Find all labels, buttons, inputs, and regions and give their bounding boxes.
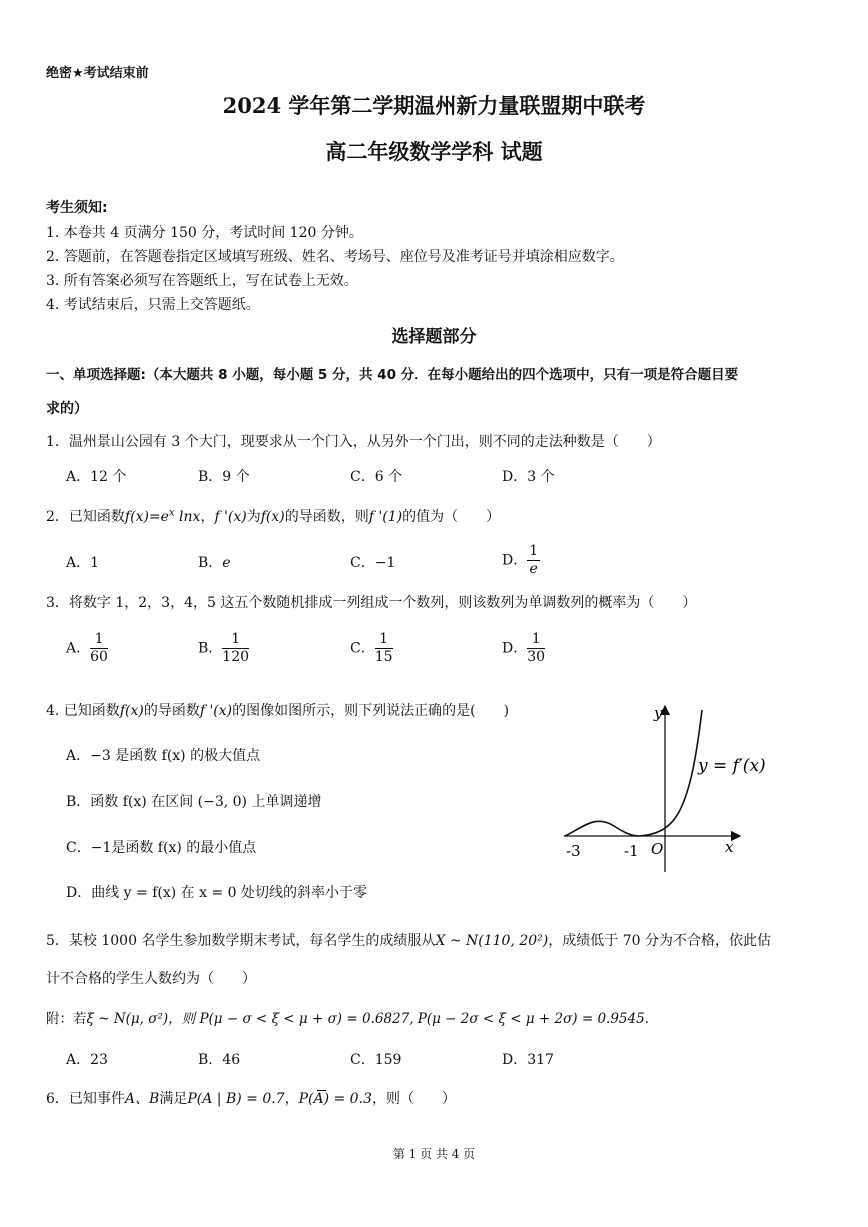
q5-option-c: C．159 <box>350 1052 402 1068</box>
q5-option-a: A．23 <box>66 1052 108 1068</box>
q3-option-b-den: 120 <box>222 649 250 665</box>
q3-option-b <box>198 631 249 666</box>
notice-item-2: 2. 答题前，在答题卷指定区域填写班级、姓名、考场号、座位号及准考证号并填涂相应数字。 <box>46 249 624 265</box>
q4-text-3: 的图像如图所示，则下列说法正确的是( ) <box>232 703 510 719</box>
q3-option-d-label: D． <box>502 640 528 657</box>
x-axis-label: x <box>725 838 734 856</box>
q3-option-a-label: A． <box>66 640 91 657</box>
complement-bar <box>317 1090 326 1091</box>
q1-option-a: A．12 个 <box>66 469 127 485</box>
origin-label: O <box>651 840 664 858</box>
q2-text-3: 为 <box>246 509 261 525</box>
q4-option-b: B．函数 f(x) 在区间 (−3, 0) 上单调递增 <box>66 794 322 810</box>
q2-option-d <box>502 543 540 578</box>
q5-text-2: ，成绩低于 70 分为不合格，依此估 <box>548 933 771 949</box>
q5-text-1: 5．某校 1000 名学生参加数学期末考试，每名学生的成绩服从 <box>46 933 436 949</box>
q1-option-d: D．3 个 <box>502 469 555 485</box>
q2-text-1: 2．已知函数 <box>46 509 125 525</box>
q2-text-5: 的值为（ ） <box>402 509 501 525</box>
q6-text-2: 满足 <box>159 1091 188 1107</box>
q2-ln: lnx <box>174 509 201 525</box>
q5-option-b: B．46 <box>198 1052 241 1068</box>
curve-label: y = f′(x) <box>698 756 766 776</box>
q3-option-c <box>350 631 393 666</box>
section-title: 选择题部分 <box>391 327 477 347</box>
q4-derivative: f '(x) <box>199 703 233 719</box>
q3-option-d <box>502 631 545 666</box>
q2-exp: x <box>168 507 175 519</box>
q6-text-1: 6．已知事件 <box>46 1091 125 1107</box>
q1-option-b: B．9 个 <box>198 469 250 485</box>
q2-option-c: C．−1 <box>350 555 396 571</box>
q4-text-1: 4. 已知函数 <box>46 703 120 719</box>
question-2 <box>46 506 500 526</box>
question-6 <box>46 1088 456 1108</box>
derivative-graph <box>560 700 820 875</box>
q3-option-c-label: C． <box>350 640 375 657</box>
q6-conditional-prob: P(A | B) = 0.7 <box>187 1091 285 1107</box>
q1-option-c: C．6 个 <box>350 469 403 485</box>
q2-derivative-at-1: f '(1) <box>368 509 403 525</box>
q2-option-d-den: e <box>529 561 538 577</box>
q2-func-2: f(x) <box>260 509 285 525</box>
part-heading-line1: 一、单项选择题:（本大题共 8 小题，每小题 5 分，共 40 分．在每小题给出的四个选项中，只有一项是符合题目要 <box>46 367 739 383</box>
q2-func: f(x)=e <box>124 509 169 525</box>
q3-option-b-num: 1 <box>222 631 249 649</box>
q3-option-c-den: 15 <box>374 649 393 665</box>
q4-option-c: C．−1是函数 f(x) 的最小值点 <box>66 840 257 856</box>
q5-note-formula: ξ ~ N(μ, σ²)，则 P(μ − σ < ξ < μ + σ) = 0.6827, P(μ − 2σ < ξ < μ + 2σ) = 0.9545. <box>86 1011 649 1027</box>
q5-option-d: D．317 <box>502 1052 554 1068</box>
q5-note-label: 附：若 <box>46 1011 87 1027</box>
q6-sep: ， <box>284 1091 299 1107</box>
tick-neg3: -3 <box>566 842 581 860</box>
q3-option-d-num: 1 <box>527 631 545 649</box>
q4-text-2: 的导函数 <box>143 703 200 719</box>
q2-option-d-num: 1 <box>529 543 539 559</box>
q2-option-b-label: B． <box>198 555 223 571</box>
notice-item-4: 4. 考试结束后，只需上交答题纸。 <box>46 297 260 313</box>
question-1: 1．温州景山公园有 3 个大门，现要求从一个门入，从另外一个门出，则不同的走法种数是（ ） <box>46 434 661 450</box>
question-5-note <box>46 1007 649 1027</box>
notice-item-1: 1. 本卷共 4 页满分 150 分，考试时间 120 分钟。 <box>46 225 363 241</box>
q6-complement-prob <box>299 1091 372 1107</box>
q3-option-d-den: 30 <box>527 649 546 665</box>
q2-text-4: 的导函数，则 <box>284 509 369 525</box>
q3-option-a-den: 60 <box>90 649 108 665</box>
q6-events: A、B <box>124 1091 160 1107</box>
q3-option-b-label: B． <box>198 640 223 657</box>
q2-option-a: A．1 <box>66 555 100 571</box>
q4-option-a: A．−3 是函数 f(x) 的极大值点 <box>66 748 261 764</box>
question-5-line2: 计不合格的学生人数约为（ ） <box>46 971 256 987</box>
q2-text-2: ， <box>200 509 215 525</box>
q6-text-3: ，则（ ） <box>371 1091 456 1107</box>
derivative-curve <box>565 710 702 836</box>
part-heading-line2: 求的） <box>46 401 88 417</box>
question-5-line1 <box>46 930 771 950</box>
exam-subtitle: 高二年级数学学科 试题 <box>325 139 543 164</box>
q2-option-d-label: D． <box>502 552 528 569</box>
q3-option-a <box>66 631 108 666</box>
y-axis-label: y <box>654 704 663 722</box>
q3-option-a-num: 1 <box>90 631 108 649</box>
question-4 <box>46 700 509 720</box>
q3-option-c-num: 1 <box>375 631 393 649</box>
q4-option-d: D．曲线 y = f(x) 在 x = 0 处切线的斜率小于零 <box>66 885 367 901</box>
confidential-mark: 绝密★考试结束前 <box>46 66 149 81</box>
q4-func: f(x) <box>119 703 144 719</box>
page-number: 第 1 页 共 4 页 <box>392 1147 476 1161</box>
notice-heading: 考生须知: <box>46 200 108 216</box>
exam-title: 2024 学年第二学期温州新力量联盟期中联考 <box>222 93 646 118</box>
question-3: 3．将数字 1，2，3，4，5 这五个数随机排成一列组成一个数列，则该数列为单调数列的概率为（ ） <box>46 595 697 611</box>
notice-item-3: 3. 所有答案必须写在答题纸上，写在试卷上无效。 <box>46 273 358 289</box>
q2-derivative: f '(x) <box>214 509 247 525</box>
q2-option-b-value: e <box>222 555 231 571</box>
tick-neg1: -1 <box>624 842 639 860</box>
q5-distribution: X ~ N(110, 20²) <box>435 933 549 949</box>
q2-option-b <box>198 552 231 572</box>
q6-complement-prob-text: P(A) = 0.3 <box>298 1091 372 1107</box>
